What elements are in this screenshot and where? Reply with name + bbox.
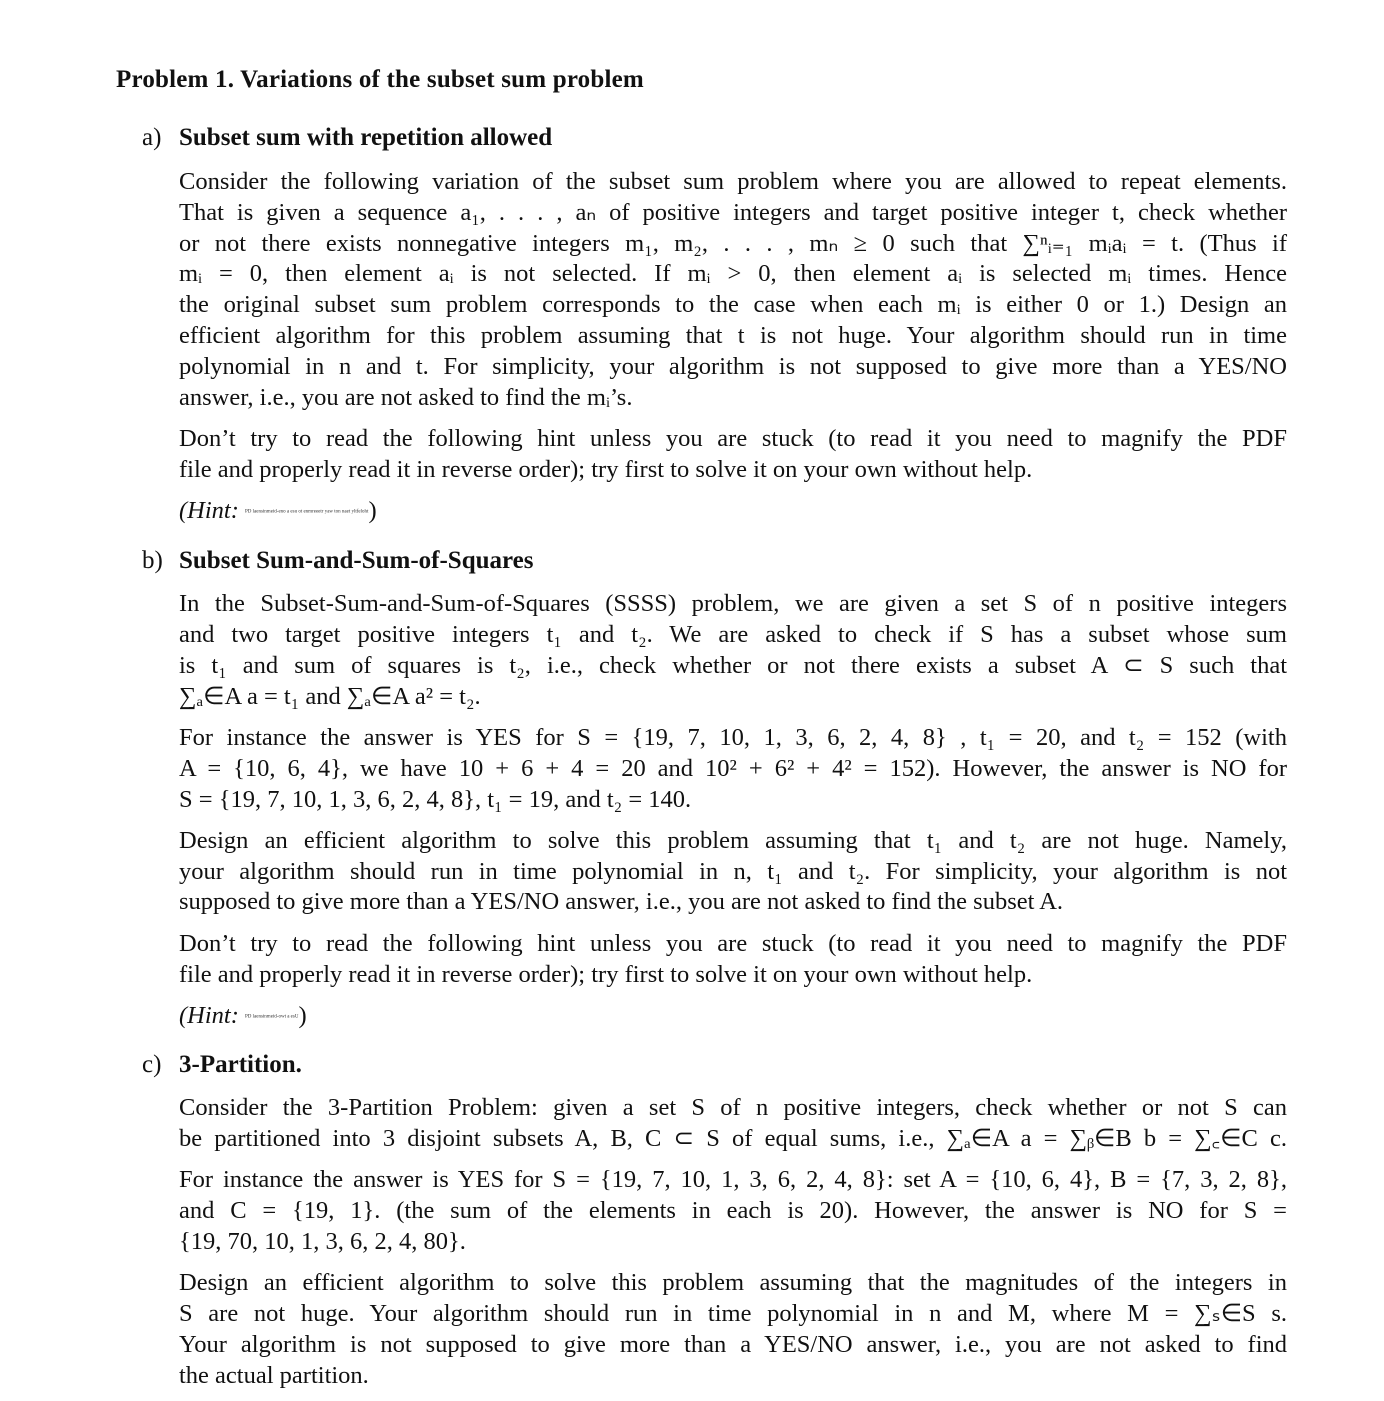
hint-label: (Hint: — [179, 497, 239, 524]
section-b-design-line: Design an efficient algorithm to solve this problem assuming that t₁ and t₂ are not huge. Namely, — [179, 827, 1287, 854]
section-b-hint — [179, 1001, 1287, 1031]
section-c-text-line: For instance the answer is YES for S = {19, 7, 10, 1, 3, 6, 2, 4, 8}: set A = {10, 6, 4}, B = {7, 3, 2, 8}, — [179, 1166, 1287, 1193]
section-c-design-line: the actual partition. — [179, 1362, 369, 1389]
section-c-design-line: S are not huge. Your algorithm should run in time polynomial in n and M, where M = ∑ₛ∈S s. — [179, 1300, 1287, 1327]
section-a-text-line: That is given a sequence a₁, . . . , aₙ of positive integers and target positive integer t, check whether — [179, 199, 1287, 226]
section-a-heading: Subset sum with repetition allowed — [179, 124, 553, 151]
section-a-label: a) — [142, 124, 162, 151]
hint-label: (Hint: — [179, 1002, 239, 1029]
section-c-text-line: {19, 70, 10, 1, 3, 6, 2, 4, 80}. — [179, 1228, 466, 1255]
section-c-text-line: be partitioned into 3 disjoint subsets A, B, C ⊂ S of equal sums, i.e., ∑ₐ∈A a = ∑ᵦ∈B b = ∑꜀∈C c. — [179, 1125, 1287, 1152]
hint-reversed-text: PD laensinmeid-eno a esu ot enmreeetr yaw ton naet yltfeloht — [245, 509, 369, 515]
section-b-example-line: For instance the answer is YES for S = {19, 7, 10, 1, 3, 6, 2, 4, 8} , t₁ = 20, and t₂ = 152 (with — [179, 724, 1287, 751]
section-c-design-line: Your algorithm is not supposed to give more than a YES/NO answer, i.e., you are not asked to find — [179, 1331, 1287, 1358]
section-b-example-line: S = {19, 7, 10, 1, 3, 6, 2, 4, 8}, t₁ = 19, and t₂ = 140. — [179, 786, 692, 813]
section-a-text-line: or not there exists nonnegative integers m₁, m₂, . . . , mₙ ≥ 0 such that ∑ⁿᵢ₌₁ mᵢaᵢ = t. (Thus if — [179, 230, 1287, 257]
section-c-label: c) — [142, 1051, 162, 1078]
section-b-design-line: your algorithm should run in time polynomial in n, t₁ and t₂. For simplicity, your algorithm is not — [179, 858, 1287, 885]
hint-close: ) — [298, 1002, 307, 1029]
section-c-heading: 3-Partition. — [179, 1051, 302, 1078]
section-c-text-line: Consider the 3-Partition Problem: given a set S of n positive integers, check whether or not S can — [179, 1094, 1287, 1121]
section-a-hint-warning-line: file and properly read it in reverse order); try first to solve it on your own without help. — [179, 456, 1033, 483]
section-c-text-line: and C = {19, 1}. (the sum of the elements in each is 20). However, the answer is NO for S = — [179, 1197, 1287, 1224]
section-b-hint-warning-line: file and properly read it in reverse order); try first to solve it on your own without help. — [179, 961, 1033, 988]
section-b-heading: Subset Sum-and-Sum-of-Squares — [179, 547, 534, 574]
section-a-hint-warning-line: Don’t try to read the following hint unless you are stuck (to read it you need to magnify the PDF — [179, 425, 1287, 452]
section-a-text-line: mᵢ = 0, then element aᵢ is not selected. If mᵢ > 0, then element aᵢ is selected mᵢ times. Hence — [179, 260, 1287, 287]
section-b-example-line: A = {10, 6, 4}, we have 10 + 6 + 4 = 20 and 10² + 6² + 4² = 152). However, the answer is NO for — [179, 755, 1287, 782]
section-a-hint — [179, 496, 1287, 526]
problem-title: Problem 1. Variations of the subset sum problem — [116, 66, 644, 93]
hint-reversed-text: PD laensinmeid-owt a esU — [245, 1014, 299, 1020]
hint-close: ) — [368, 497, 377, 524]
section-a-text-line: answer, i.e., you are not asked to find the mᵢ’s. — [179, 384, 633, 411]
section-b-hint-warning-line: Don’t try to read the following hint unless you are stuck (to read it you need to magnify the PDF — [179, 930, 1287, 957]
section-b-text-line: ∑ₐ∈A a = t₁ and ∑ₐ∈A a² = t₂. — [179, 683, 481, 710]
section-b-design-line: supposed to give more than a YES/NO answer, i.e., you are not asked to find the subset A. — [179, 888, 1064, 915]
section-b-text-line: In the Subset-Sum-and-Sum-of-Squares (SSSS) problem, we are given a set S of n positive integers — [179, 590, 1287, 617]
section-b-text-line: is t₁ and sum of squares is t₂, i.e., check whether or not there exists a subset A ⊂ S such that — [179, 652, 1287, 679]
section-b-text-line: and two target positive integers t₁ and t₂. We are asked to check if S has a subset whose sum — [179, 621, 1287, 648]
section-a-text-line: Consider the following variation of the subset sum problem where you are allowed to repeat elements. — [179, 168, 1287, 195]
section-a-text-line: the original subset sum problem corresponds to the case when each mᵢ is either 0 or 1.) Design an — [179, 291, 1287, 318]
section-c-design-line: Design an efficient algorithm to solve this problem assuming that the magnitudes of the integers in — [179, 1269, 1287, 1296]
section-b-label: b) — [142, 547, 163, 574]
section-a-text-line: polynomial in n and t. For simplicity, your algorithm is not supposed to give more than a YES/NO — [179, 353, 1287, 380]
section-a-text-line: efficient algorithm for this problem assuming that t is not huge. Your algorithm should run in time — [179, 322, 1287, 349]
